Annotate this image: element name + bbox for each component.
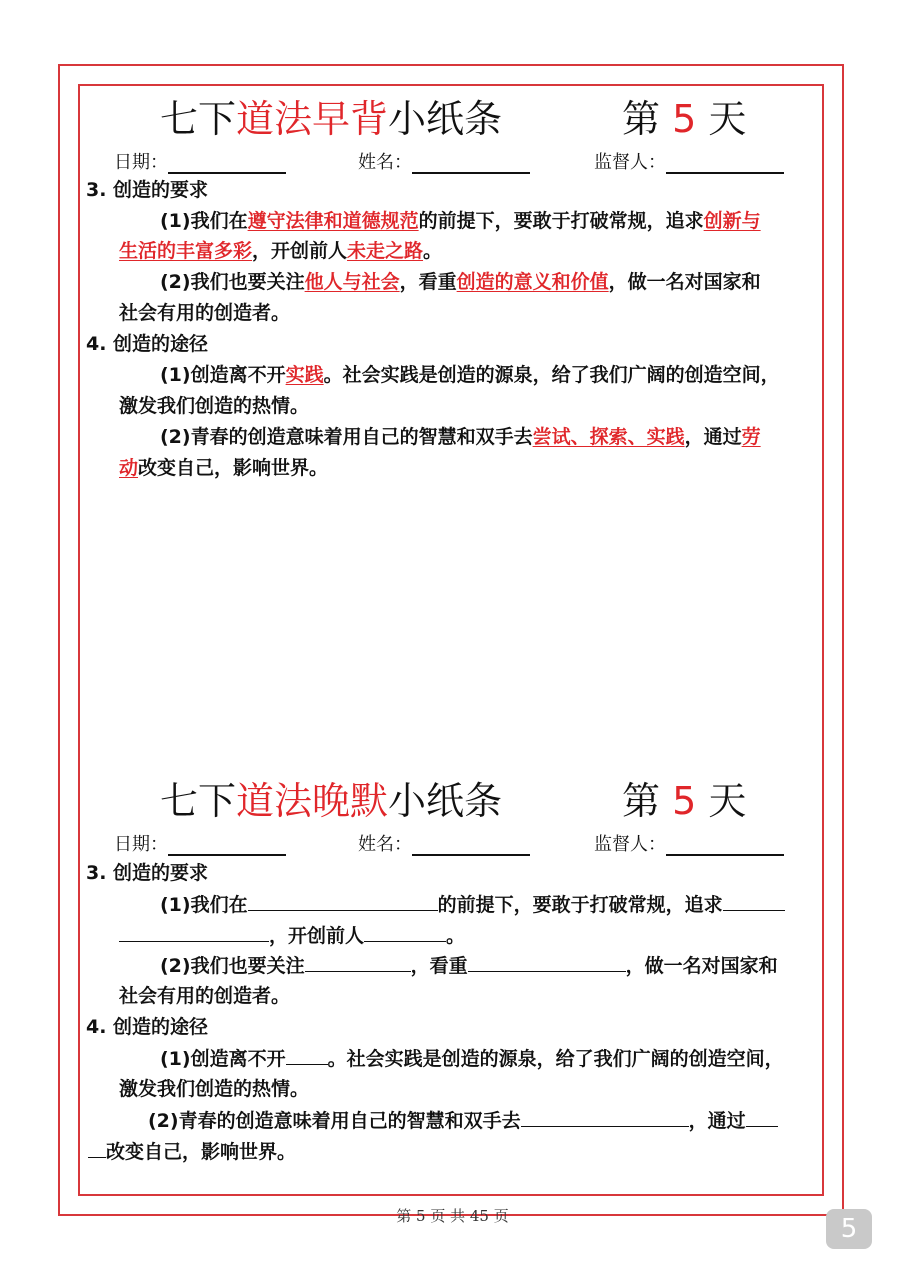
title-prefix: 七下 (160, 779, 237, 823)
supervisor-label: 监督人： (594, 834, 666, 855)
fill-blank[interactable] (305, 953, 411, 972)
key-phrase: 创造的意义和价值 (456, 271, 609, 293)
paragraph-line (160, 209, 761, 233)
text-run: (1)我们在 (160, 210, 248, 232)
fill-blank[interactable] (88, 1139, 106, 1158)
paragraph-line (160, 425, 761, 449)
key-phrase: 生活的丰富多彩 (119, 240, 253, 262)
date-label: 日期： (114, 152, 168, 173)
section-heading: 4. 创造的途径 (86, 1016, 209, 1038)
text-run: 的前提下，要敢于打破常规，追求 (418, 210, 704, 232)
date-blank[interactable] (168, 152, 286, 174)
text-run: 。社会实践是创造的源泉，给了我们广阔的创造空间， (323, 364, 780, 386)
page-number-badge[interactable]: 5 (826, 1209, 872, 1249)
paragraph-line: 激发我们创造的热情。 (119, 1078, 310, 1100)
name-blank[interactable] (412, 834, 530, 856)
name-field (358, 148, 530, 174)
evening-title (160, 770, 780, 830)
key-phrase: 遵守法律和道德规范 (247, 210, 419, 232)
text-run: ，开创前人 (269, 925, 365, 947)
text-run: (2)青春的创造意味着用自己的智慧和双手去 (160, 426, 533, 448)
supervisor-label: 监督人： (594, 152, 666, 173)
fill-blank[interactable] (746, 1108, 778, 1127)
key-phrase: 动 (119, 457, 139, 479)
day-label (622, 88, 746, 143)
title-red: 道法早背 (236, 97, 389, 141)
text-run: ，通过 (688, 1110, 746, 1132)
section-heading: 4. 创造的途径 (86, 333, 209, 355)
day-prefix: 第 (622, 779, 661, 823)
text-run: (2)我们也要关注 (160, 955, 305, 977)
text-run: ，开创前人 (252, 240, 348, 262)
text-run: ，看重 (410, 955, 468, 977)
paragraph-line: 社会有用的创造者。 (119, 985, 291, 1007)
paragraph-line (160, 363, 780, 387)
paragraph-line: 社会有用的创造者。 (119, 302, 291, 324)
key-phrase: 尝试、探索、实践 (532, 426, 685, 448)
key-phrase: 未走之路 (347, 240, 424, 262)
name-label: 姓名： (358, 834, 412, 855)
day-suffix: 天 (708, 97, 747, 141)
text-run: 。 (423, 240, 443, 262)
fill-blank[interactable] (364, 923, 446, 942)
fill-blank[interactable] (286, 1046, 328, 1065)
key-phrase: 他人与社会 (304, 271, 400, 293)
section-heading: 3. 创造的要求 (86, 179, 209, 201)
date-blank[interactable] (168, 834, 286, 856)
fill-blank[interactable] (468, 953, 626, 972)
text-run: (1)我们在 (160, 894, 248, 916)
text-run: (2)青春的创造意味着用自己的智慧和双手去 (148, 1110, 521, 1132)
day-suffix: 天 (708, 779, 747, 823)
info-row (114, 830, 814, 860)
date-label: 日期： (114, 834, 168, 855)
paragraph-line (160, 953, 778, 978)
fill-blank[interactable] (119, 923, 269, 942)
day-number: 5 (672, 97, 697, 141)
supervisor-field (594, 830, 784, 856)
page-footer: 第 5 页 共 45 页 (396, 1207, 509, 1225)
section-heading: 3. 创造的要求 (86, 862, 209, 884)
text-run: (1)创造离不开 (160, 364, 286, 386)
text-run: 改变自己，影响世界。 (138, 457, 329, 479)
title-red: 道法晚默 (236, 779, 389, 823)
paragraph-line (160, 1046, 784, 1071)
paragraph-line (148, 1108, 778, 1133)
paragraph-line (119, 923, 465, 948)
paragraph-line (88, 1139, 296, 1164)
info-row (114, 148, 814, 178)
name-field (358, 830, 530, 856)
title-prefix: 七下 (160, 97, 237, 141)
supervisor-blank[interactable] (666, 834, 784, 856)
text-run: ，做一名对国家和 (608, 271, 761, 293)
paragraph-line (119, 456, 328, 480)
name-blank[interactable] (412, 152, 530, 174)
supervisor-field (594, 148, 784, 174)
title-suffix: 小纸条 (388, 97, 503, 141)
key-phrase: 实践 (285, 364, 324, 386)
paragraph-line: 激发我们创造的热情。 (119, 395, 310, 417)
title-suffix: 小纸条 (388, 779, 503, 823)
date-field (114, 830, 286, 856)
text-run: (2)我们也要关注 (160, 271, 305, 293)
text-run: ，做一名对国家和 (625, 955, 778, 977)
fill-blank[interactable] (248, 892, 438, 911)
date-field (114, 148, 286, 174)
paragraph-line (119, 239, 442, 263)
paragraph-line (160, 892, 785, 917)
day-number: 5 (672, 779, 697, 823)
supervisor-blank[interactable] (666, 152, 784, 174)
day-prefix: 第 (622, 97, 661, 141)
day-label (622, 770, 746, 825)
text-run: 。 (446, 925, 466, 947)
fill-blank[interactable] (521, 1108, 689, 1127)
text-run: 的前提下，要敢于打破常规，追求 (437, 894, 723, 916)
text-run: ，通过 (684, 426, 742, 448)
key-phrase: 劳 (741, 426, 761, 448)
text-run: ，看重 (399, 271, 457, 293)
key-phrase: 创新与 (703, 210, 761, 232)
paragraph-line (160, 270, 761, 294)
fill-blank[interactable] (723, 892, 785, 911)
text-run: 改变自己，影响世界。 (106, 1141, 297, 1163)
name-label: 姓名： (358, 152, 412, 173)
text-run: (1)创造离不开 (160, 1048, 286, 1070)
text-run: 。社会实践是创造的源泉，给了我们广阔的创造空间， (327, 1048, 784, 1070)
morning-title (160, 88, 780, 148)
